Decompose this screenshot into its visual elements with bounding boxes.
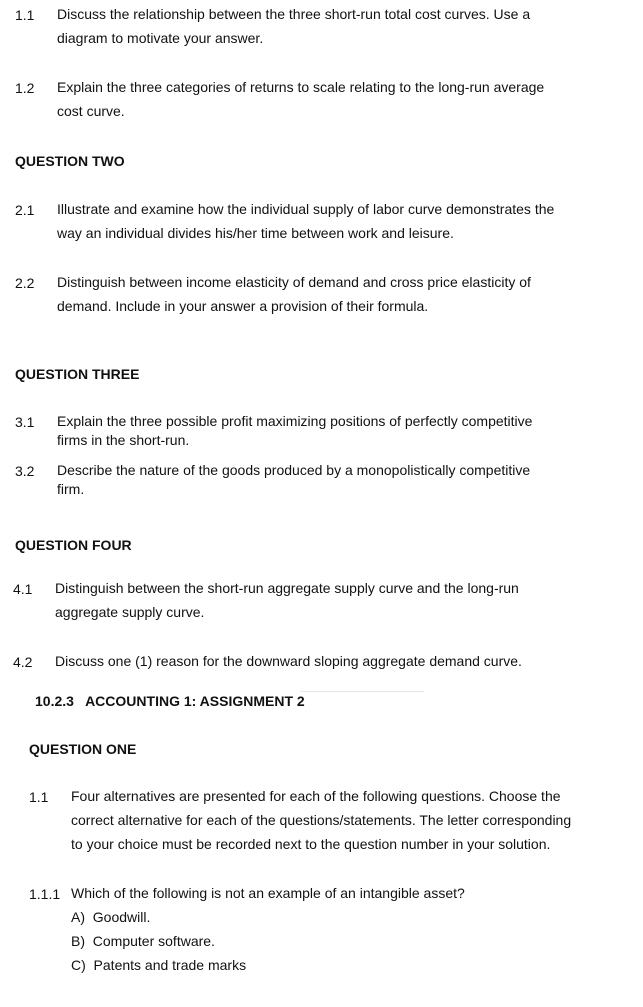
- question-heading: QUESTION THREE: [15, 366, 140, 382]
- item-number: 2.1: [15, 202, 35, 218]
- text-line: Explain the three possible profit maximizing positions of perfectly competitive: [57, 413, 533, 429]
- text-line: Discuss one (1) reason for the downward sloping aggregate demand curve.: [55, 653, 522, 669]
- item-number: 3.2: [15, 463, 35, 479]
- text-line: aggregate supply curve.: [55, 604, 205, 620]
- text-line: demand. Include in your answer a provision of their formula.: [57, 298, 429, 314]
- question-text: [57, 270, 531, 318]
- text-line: firm.: [57, 481, 85, 497]
- item-number: 1.1: [15, 7, 35, 23]
- text-line: to your choice must be recorded next to the question number in your solution.: [71, 836, 551, 852]
- question-heading: QUESTION ONE: [29, 741, 137, 757]
- question-text: [71, 784, 571, 856]
- question-text: [57, 412, 532, 450]
- item-number: 3.1: [15, 414, 35, 430]
- text-line: Distinguish between the short-run aggregate supply curve and the long-run: [55, 580, 519, 596]
- question-line: Which of the following is not an example of an intangible asset?: [71, 885, 465, 901]
- question-text: [57, 2, 530, 50]
- question-text: [71, 881, 465, 977]
- question-text: [55, 649, 522, 673]
- question-heading: QUESTION TWO: [15, 153, 125, 169]
- divider: [300, 691, 424, 692]
- text-line: Discuss the relationship between the three short-run total cost curves. Use a: [57, 6, 531, 22]
- question-text: [55, 576, 519, 624]
- text-line: cost curve.: [57, 103, 125, 119]
- item-number: 2.2: [15, 275, 35, 291]
- question-text: [57, 75, 544, 123]
- text-line: firms in the short-run.: [57, 432, 190, 448]
- answer-option: B) Computer software.: [71, 933, 215, 949]
- question-text: [57, 461, 530, 499]
- question-text: [57, 197, 554, 245]
- text-line: Four alternatives are presented for each of the following questions. Choose the: [71, 788, 561, 804]
- text-line: Illustrate and examine how the individual supply of labor curve demonstrates the: [57, 201, 555, 217]
- text-line: Describe the nature of the goods produced by a monopolistically competitive: [57, 462, 531, 478]
- section-title: 10.2.3 ACCOUNTING 1: ASSIGNMENT 2: [35, 693, 305, 709]
- item-number: 4.1: [13, 581, 33, 597]
- text-line: Distinguish between income elasticity of demand and cross price elasticity of: [57, 274, 531, 290]
- item-number: 1.1: [29, 789, 49, 805]
- answer-option: A) Goodwill.: [71, 909, 151, 925]
- text-line: way an individual divides his/her time between work and leisure.: [57, 225, 454, 241]
- answer-option: C) Patents and trade marks: [71, 957, 247, 973]
- item-number: 1.2: [15, 80, 35, 96]
- text-line: diagram to motivate your answer.: [57, 30, 264, 46]
- item-number: 4.2: [13, 654, 33, 670]
- text-line: Explain the three categories of returns to scale relating to the long-run average: [57, 79, 545, 95]
- item-number: 1.1.1: [29, 886, 61, 902]
- text-line: correct alternative for each of the questions/statements. The letter corresponding: [71, 812, 572, 828]
- question-heading: QUESTION FOUR: [15, 537, 132, 553]
